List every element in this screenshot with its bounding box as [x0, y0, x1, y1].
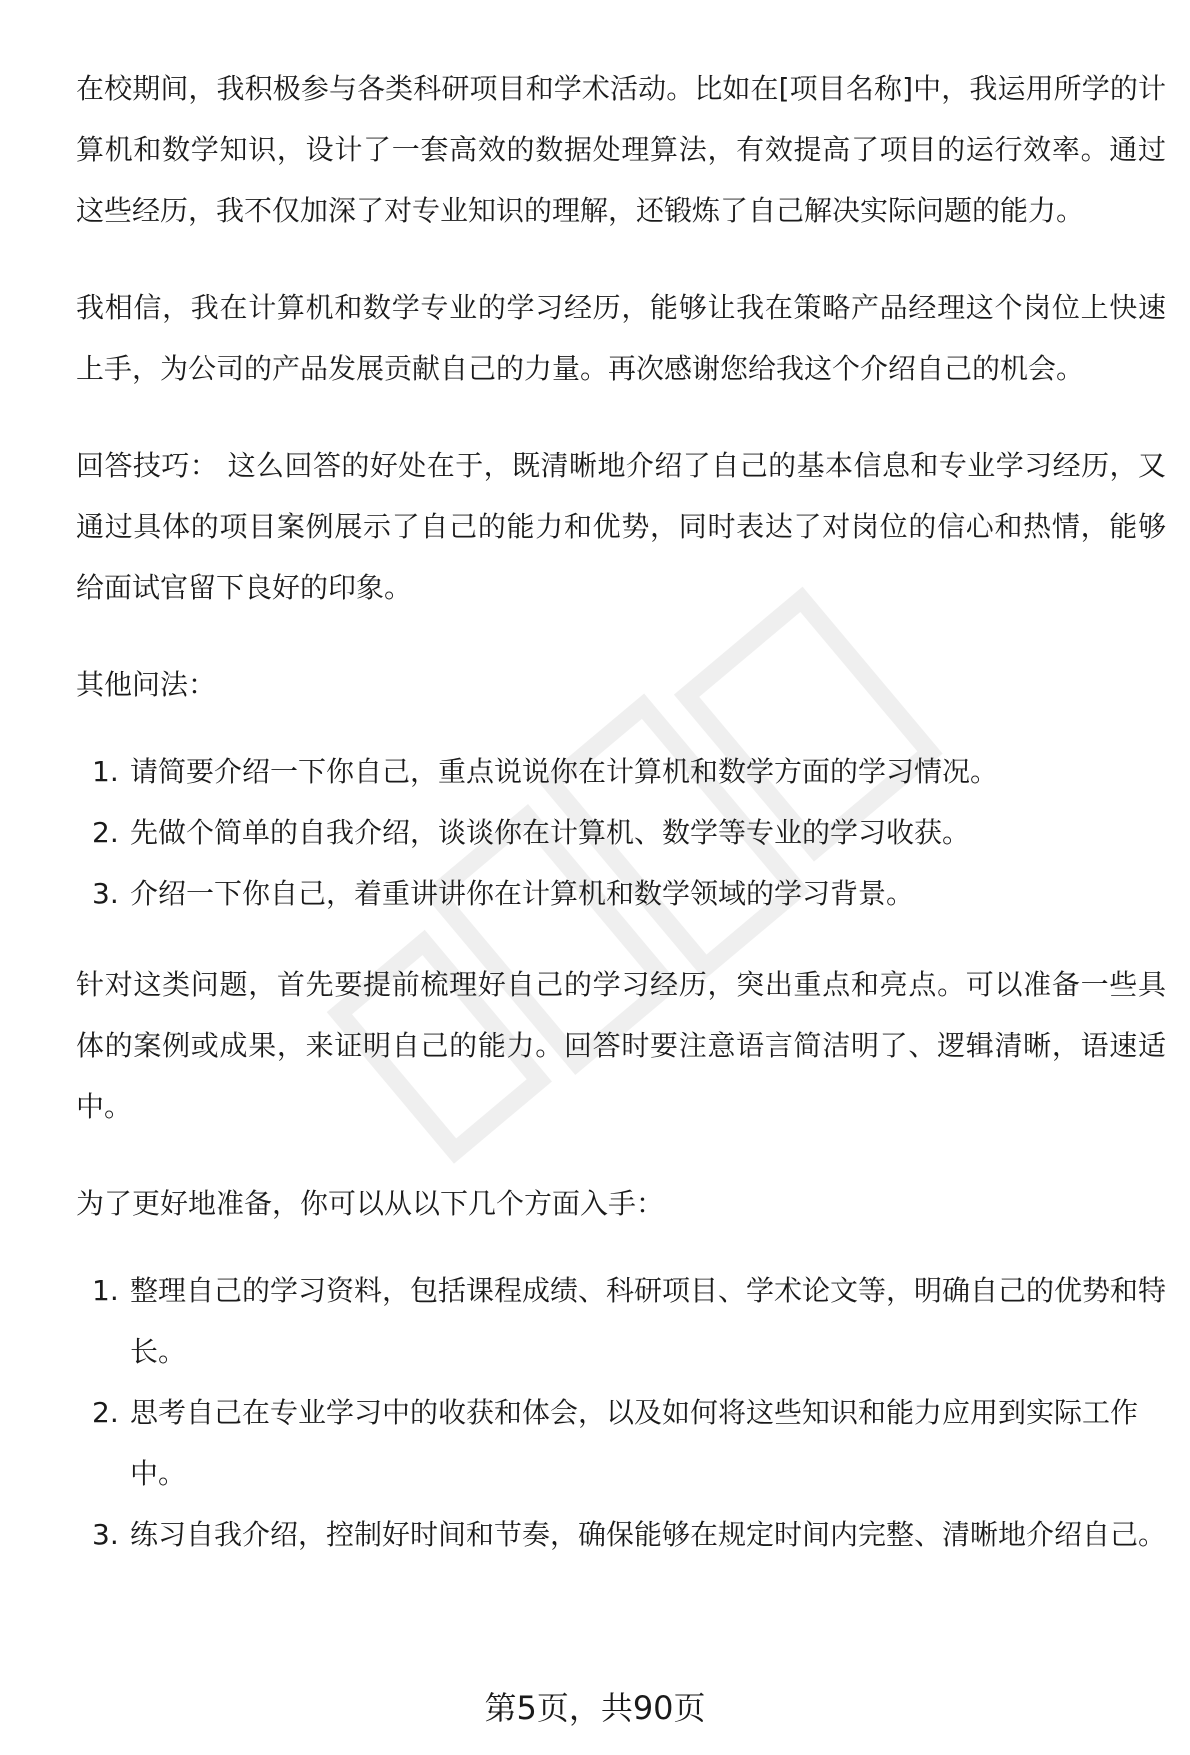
list-item	[76, 741, 1166, 802]
list-item-text: 请简要介绍一下你自己，重点说说你在计算机和数学方面的学习情况。	[130, 755, 999, 788]
page-number-footer: 第5页，共90页	[484, 1689, 706, 1727]
list-item	[76, 1260, 1166, 1382]
list-item-text: 介绍一下你自己，着重讲讲你在计算机和数学领域的学习背景。	[130, 877, 915, 910]
list-item	[76, 863, 1166, 924]
list-item-number: 1.	[92, 755, 119, 788]
list-item-text: 思考自己在专业学习中的收获和体会，以及如何将这些知识和能力应用到实际工作中。	[130, 1396, 1139, 1490]
document-page	[76, 58, 1166, 1595]
paragraph-confidence: 我相信，我在计算机和数学专业的学习经历，能够让我在策略产品经理这个岗位上快速上手，为公司的产品发展贡献自己的力量。再次感谢您给我这个介绍自己的机会。	[76, 291, 1166, 385]
list-item	[76, 1382, 1166, 1504]
list-item-text: 练习自我介绍，控制好时间和节奏，确保能够在规定时间内完整、清晰地介绍自己。	[130, 1518, 1167, 1551]
list-item-number: 2.	[92, 1396, 119, 1429]
other-questions-list	[76, 741, 1166, 924]
preparation-heading: 为了更好地准备，你可以从以下几个方面入手：	[76, 1187, 665, 1220]
list-item-number: 3.	[92, 877, 119, 910]
list-item-number: 1.	[92, 1274, 119, 1307]
list-item-text: 整理自己的学习资料，包括课程成绩、科研项目、学术论文等，明确自己的优势和特长。	[130, 1274, 1167, 1368]
list-item-number: 3.	[92, 1518, 119, 1551]
paragraph-advice: 针对这类问题，首先要提前梳理好自己的学习经历，突出重点和亮点。可以准备一些具体的案例或成果，来证明自己的能力。回答时要注意语言简洁明了、逻辑清晰，语速适中。	[76, 968, 1166, 1123]
other-questions-heading: 其他问法：	[76, 668, 217, 701]
paragraph-research-experience: 在校期间，我积极参与各类科研项目和学术活动。比如在[项目名称]中，我运用所学的计算机和数学知识，设计了一套高效的数据处理算法，有效提高了项目的运行效率。通过这些经历，我不仅加深了对专业知识的理解，还锻炼了自己解决实际问题的能力。	[76, 72, 1166, 227]
list-item	[76, 802, 1166, 863]
list-item-number: 2.	[92, 816, 119, 849]
preparation-list	[76, 1260, 1166, 1565]
paragraph-answer-tips: 回答技巧： 这么回答的好处在于，既清晰地介绍了自己的基本信息和专业学习经历，又通过具体的项目案例展示了自己的能力和优势，同时表达了对岗位的信心和热情，能够给面试官留下良好的印象。	[76, 449, 1166, 604]
list-item-text: 先做个简单的自我介绍，谈谈你在计算机、数学等专业的学习收获。	[130, 816, 971, 849]
list-item	[76, 1504, 1166, 1565]
